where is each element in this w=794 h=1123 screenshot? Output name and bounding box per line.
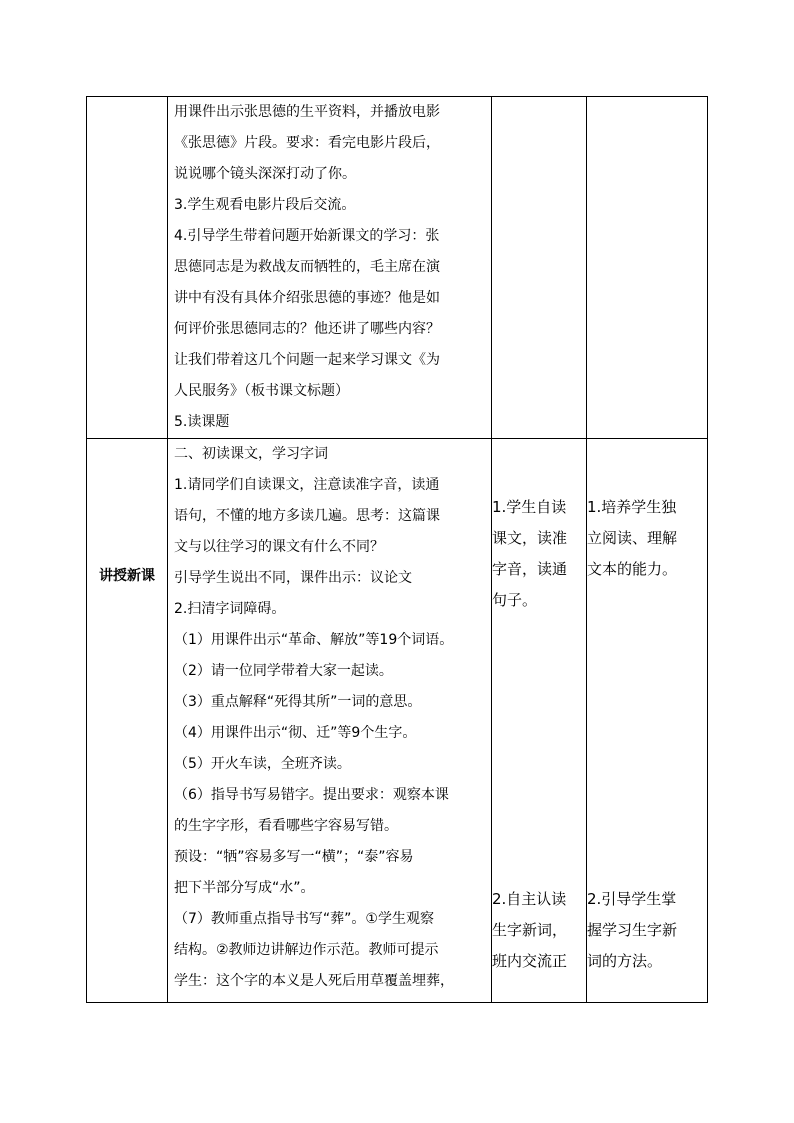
paragraph-line: 思德同志是为救战友而牺牲的，毛主席在演 — [174, 259, 440, 275]
paragraph-line: 人民服务》（板书课文标题） — [174, 383, 349, 399]
paragraph-line: 《张思德》片段。要求：看完电影片段后， — [174, 135, 440, 151]
paragraph-line: 引导学生说出不同，课件出示：议论文 — [174, 570, 412, 586]
activity-line: 1.学生自读 — [492, 498, 567, 516]
paragraph-line: 语句，不懂的地方多读几遍。思考：这篇课 — [174, 508, 440, 524]
teaching-process-cell — [168, 97, 492, 439]
paragraph-line: 预设：“牺”容易多写一“横”；“泰”容易 — [174, 849, 414, 865]
student-activity-2 — [492, 884, 586, 977]
paragraph-line: 1.请同学们自读课文，注意读准字音，读通 — [174, 477, 440, 493]
section-label: 讲授新课 — [99, 567, 155, 584]
activity-line: 句子。 — [492, 591, 538, 609]
section-cell-empty — [87, 97, 168, 439]
intent-line: 词的方法。 — [587, 952, 663, 970]
paragraph-line: （7）教师重点指导书写“葬”。①学生观察 — [174, 911, 434, 927]
paragraph-line: 让我们带着这几个问题一起来学习课文《为 — [174, 352, 440, 368]
intent-line: 1.培养学生独 — [587, 498, 677, 516]
table-row — [87, 97, 708, 439]
student-activity-cell — [492, 97, 587, 439]
paragraph-line: 说说哪个镜头深深打动了你。 — [174, 166, 356, 182]
paragraph-line: （2）请一位同学带着大家一起读。 — [174, 663, 393, 679]
paragraph-line: 4.引导学生带着问题开始新课文的学习：张 — [174, 228, 440, 244]
paragraph-line: 结构。②教师边讲解边作示范。教师可提示 — [174, 942, 439, 958]
student-activity-1 — [492, 492, 586, 616]
paragraph-line: （3）重点解释“死得其所”一词的意思。 — [174, 694, 422, 710]
paragraph-line: 讲中有没有具体介绍张思德的事迹？他是如 — [174, 290, 440, 306]
paragraph-line: 文与以往学习的课文有什么不同？ — [174, 539, 384, 555]
paragraph-line: 2.扫清字词障碍。 — [174, 601, 286, 617]
lesson-plan-table — [86, 96, 708, 1003]
activity-line: 2.自主认读 — [492, 890, 567, 908]
activity-line: 生字新词， — [492, 921, 568, 939]
design-intent-1 — [587, 492, 707, 585]
section-cell — [87, 439, 168, 1003]
activity-line: 字音，读通 — [492, 560, 568, 578]
table-row — [87, 439, 708, 1003]
paragraph-line: （4）用课件出示“彻、迁”等9个生字。 — [174, 725, 417, 741]
intent-line: 文本的能力。 — [587, 560, 678, 578]
paragraph-line: 的生字字形，看看哪些字容易写错。 — [174, 818, 398, 834]
paragraph-line: 用课件出示张思德的生平资料，并播放电影 — [174, 104, 440, 120]
paragraph-line: 把下半部分写成“水”。 — [174, 880, 315, 896]
intent-line: 握学习生字新 — [587, 921, 678, 939]
intent-line: 立阅读、理解 — [587, 529, 678, 547]
design-intent-cell — [587, 97, 708, 439]
teaching-process-cell — [168, 439, 492, 1003]
paragraph-line: 何评价张思德同志的？他还讲了哪些内容？ — [174, 321, 440, 337]
activity-line: 班内交流正 — [492, 952, 568, 970]
paragraph-line: （6）指导书写易错字。提出要求：观察本课 — [174, 787, 449, 803]
student-activity-cell — [492, 439, 587, 1003]
paragraph-line: 3.学生观看电影片段后交流。 — [174, 197, 356, 213]
paragraph-line: （1）用课件出示“革命、解放”等19个词语。 — [174, 632, 454, 648]
intent-line: 2.引导学生掌 — [587, 890, 677, 908]
paragraph-line: 二、初读课文，学习字词 — [174, 446, 328, 462]
design-intent-2 — [587, 884, 707, 977]
paragraph-line: 学生：这个字的本义是人死后用草覆盖埋葬， — [174, 973, 454, 989]
paragraph-line: （5）开火车读，全班齐读。 — [174, 756, 351, 772]
paragraph-line: 5.读课题 — [174, 414, 230, 430]
design-intent-cell — [587, 439, 708, 1003]
activity-line: 课文，读准 — [492, 529, 568, 547]
